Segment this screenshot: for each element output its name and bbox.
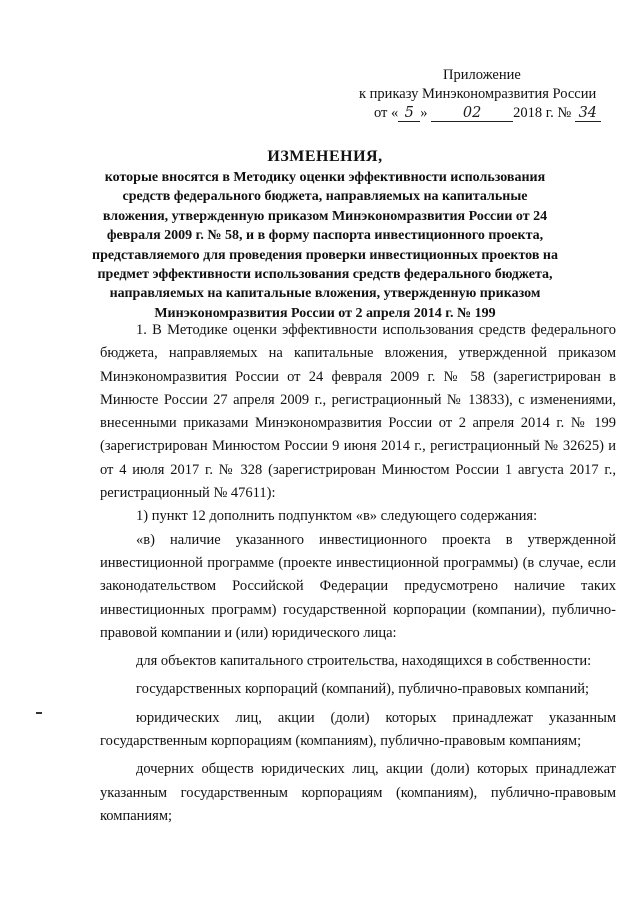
handwritten-month: 02: [431, 106, 513, 122]
title-subtitle: которые вносятся в Методику оценки эффективности использования средств федерального бюджета, направляемых на капитальные вложения, утвержденную приказом Минэкономразвития России от 24 февраля 2009 г. № 58, и в форму паспорта инвестиционного проекта, представляемого для проведения проверки инвестиционных проектов на предмет эффективности использования средств федерального бюджета, направляемых на капитальные вложения, утвержденную приказом Минэкономразвития России от 2 апреля 2014 г. № 199: [92, 170, 558, 321]
handwritten-order-number: 34: [575, 106, 601, 122]
margin-mark: [36, 712, 42, 714]
title-heading: ИЗМЕНЕНИЯ,: [267, 148, 383, 165]
order-reference: к приказу Минэкономразвития России: [359, 86, 597, 102]
date-mid: »: [420, 105, 428, 121]
date-prefix: от «: [374, 105, 399, 121]
paragraph: «в) наличие указанного инвестиционного проекта в утвержденной инвестиционной программе (проекте инвестиционной программы) (в случае, если законодательством Российской Федерации предусмотрено наличие таких инвестиционных программ) государственной корпорации (компании), публично-правовой компании и (или) юридического лица:: [100, 531, 616, 641]
paragraph: юридических лиц, акции (доли) которых принадлежат указанным государственным корпорациям (компаниям), публично-правовым компаниям;: [100, 709, 616, 750]
paragraph: 1) пункт 12 дополнить подпунктом «в» следующего содержания:: [136, 508, 538, 525]
approval-header: [348, 66, 618, 123]
paragraph: для объектов капитального строительства, находящихся в собственности:: [136, 653, 592, 670]
handwritten-day: 5: [398, 106, 420, 122]
paragraph: государственных корпораций (компаний), публично-правовых компаний;: [136, 681, 590, 698]
document-title: [90, 146, 560, 323]
document-body: [100, 319, 616, 828]
date-year: 2018 г. №: [513, 105, 572, 121]
appendix-label: Приложение: [443, 67, 521, 83]
paragraph: 1. В Методике оценки эффективности использования средств федерального бюджета, направляемых на капитальные вложения, утвержденной приказом Минэкономразвития России от 24 февраля 2009 г. № 58 (зарегистрирован в Минюсте России 27 апреля 2009 г., регистрационный № 13833), с изменениями, внесенными приказами Минэкономразвития России от 2 апреля 2014 г. № 199 (зарегистрирован Минюстом России 9 июня 2014 г., регистрационный № 32625) и от 4 июля 2017 г. № 328 (зарегистрирован Минюстом России 1 августа 2017 г., регистрационный № 47611):: [100, 322, 616, 502]
order-date-line: [348, 104, 618, 123]
paragraph: дочерних обществ юридических лиц, акции (доли) которых принадлежат указанным государственным корпорациям (компаниям), публично-правовым компаниям;: [100, 761, 616, 824]
